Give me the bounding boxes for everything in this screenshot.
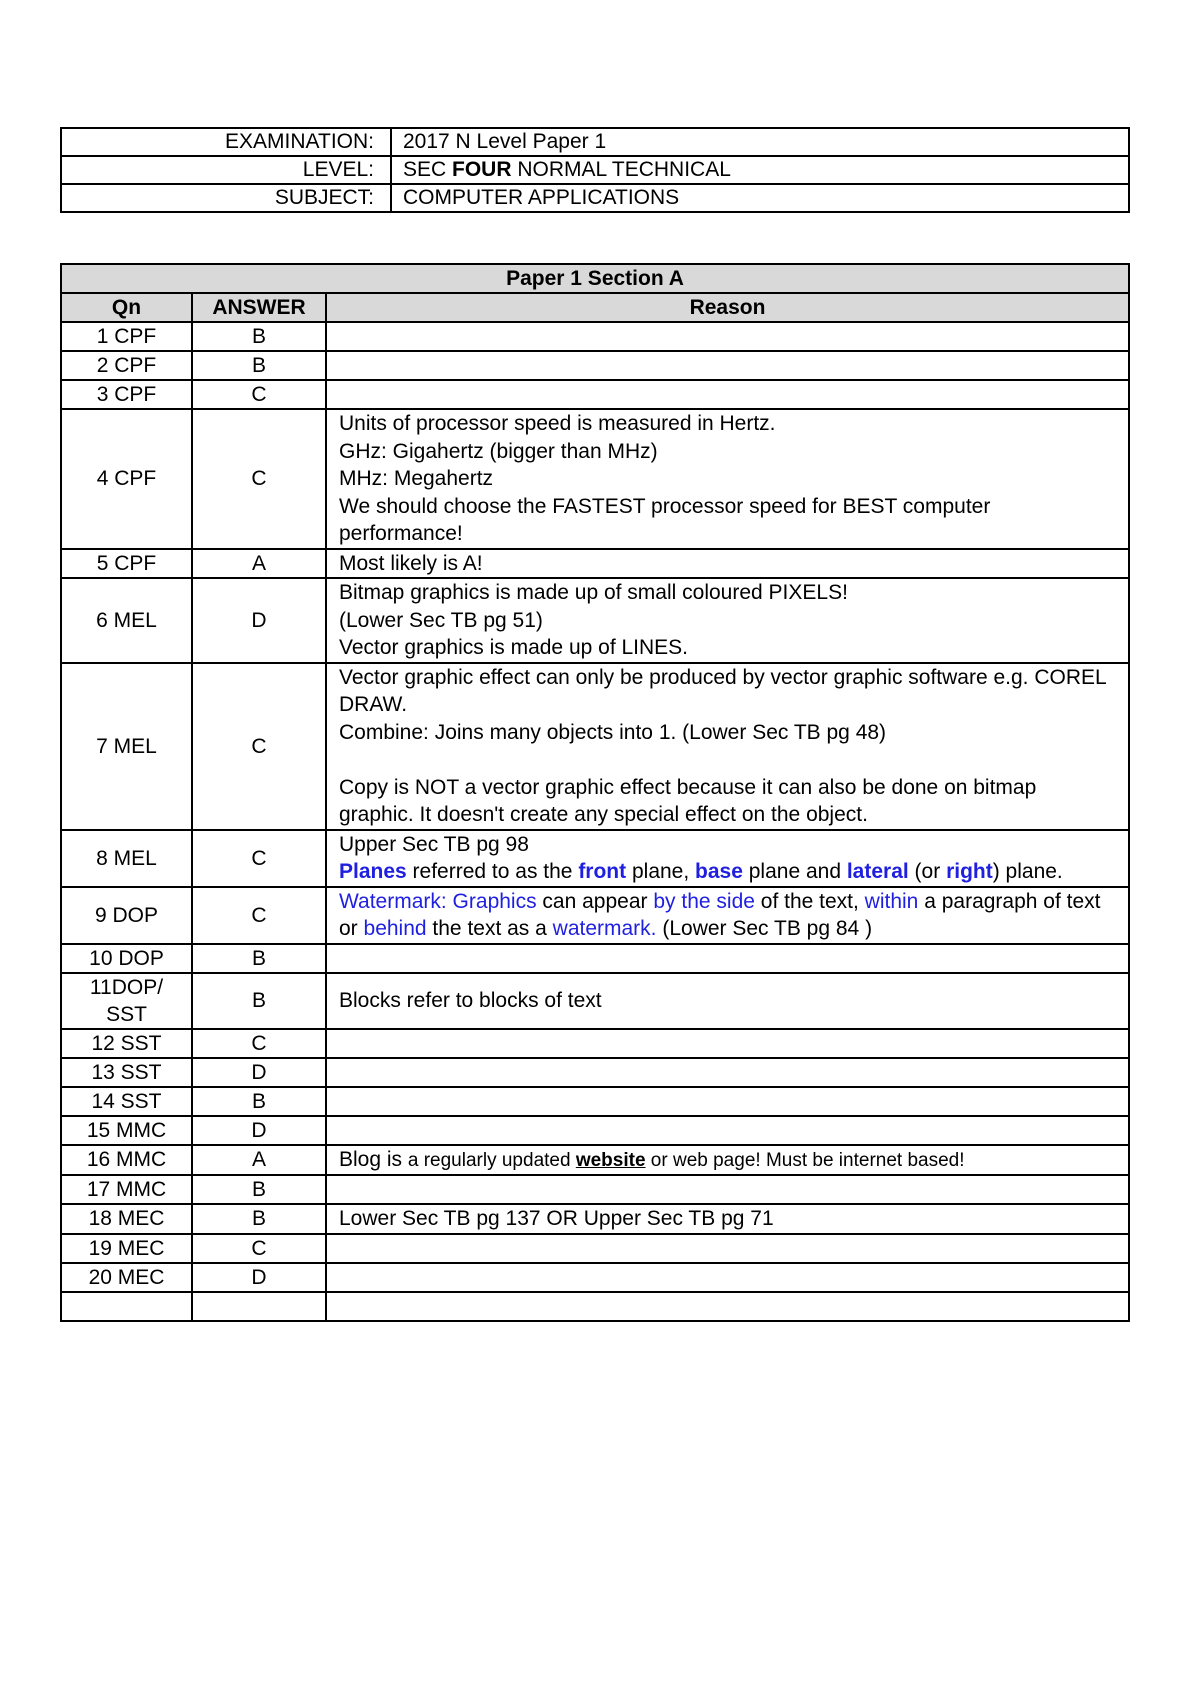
table-row [61, 1204, 1129, 1234]
answer-cell: B [192, 944, 326, 973]
reason-cell [326, 1087, 1129, 1116]
answer-cell: D [192, 1263, 326, 1292]
answer-cell: B [192, 1204, 326, 1234]
table-title-row [61, 264, 1129, 293]
answer-cell: B [192, 1175, 326, 1204]
table-row [61, 1263, 1129, 1292]
reason-cell: Blocks refer to blocks of text [326, 973, 1129, 1029]
reason-cell [326, 1263, 1129, 1292]
reason-cell: Lower Sec TB pg 137 OR Upper Sec TB pg 71 [326, 1204, 1129, 1234]
reason-line [339, 858, 1116, 886]
question-cell: 13 SST [61, 1058, 192, 1087]
exam-label: EXAMINATION: [61, 128, 391, 156]
col-qn-header: Qn [61, 293, 192, 322]
question-cell: 5 CPF [61, 549, 192, 579]
reason-cell: Most likely is A! [326, 549, 1129, 579]
reason-text: Blog is [339, 1147, 408, 1171]
exam-value: 2017 N Level Paper 1 [391, 128, 1129, 156]
answer-cell: C [192, 409, 326, 549]
answer-cell: C [192, 380, 326, 409]
table-row [61, 322, 1129, 351]
subject-label: SUBJECT: [61, 184, 391, 212]
reason-cell [326, 1116, 1129, 1145]
table-title: Paper 1 Section A [61, 264, 1129, 293]
reason-text: ) plane. [992, 860, 1063, 883]
reason-cell [326, 578, 1129, 663]
reason-cell [326, 1292, 1129, 1321]
reason-line: MHz: Megahertz [339, 467, 494, 490]
reason-text: the text as a [426, 917, 553, 940]
table-row [61, 409, 1129, 549]
question-cell: 10 DOP [61, 944, 192, 973]
reason-text: a regularly updated [407, 1149, 576, 1171]
reason-text: of the text, [754, 889, 865, 913]
answer-cell: A [192, 549, 326, 579]
question-cell: 11DOP/ SST [61, 973, 192, 1029]
table-row [61, 1234, 1129, 1263]
question-cell: 18 MEC [61, 1204, 192, 1234]
table-row [61, 380, 1129, 409]
question-cell: 20 MEC [61, 1263, 192, 1292]
reason-cell [326, 1175, 1129, 1204]
reason-text: (or [908, 860, 947, 883]
exam-row [61, 128, 1129, 156]
question-cell: 9 DOP [61, 887, 192, 944]
question-cell: 12 SST [61, 1029, 192, 1058]
reason-cell [326, 380, 1129, 409]
answer-cell [192, 1292, 326, 1321]
highlight-within: within [864, 889, 919, 913]
reason-cell [326, 887, 1129, 944]
reason-cell [326, 830, 1129, 887]
question-cell: 4 CPF [61, 409, 192, 549]
highlight-lateral: lateral [846, 860, 909, 883]
table-row [61, 1145, 1129, 1176]
table-row [61, 1058, 1129, 1087]
question-cell: 19 MEC [61, 1234, 192, 1263]
reason-cell [326, 944, 1129, 973]
highlight-planes: Planes [339, 860, 407, 883]
highlight-watermark-graphics: Watermark: Graphics [339, 889, 537, 913]
table-row [61, 663, 1129, 830]
answer-cell: C [192, 1029, 326, 1058]
reason-line: Vector graphics is made up of LINES. [339, 636, 689, 659]
reason-text: (Lower Sec TB pg 84 ) [656, 917, 873, 940]
table-row [61, 1087, 1129, 1116]
table-row [61, 549, 1129, 579]
level-pre: SEC [403, 158, 453, 181]
reason-text: or web page! Must be internet based! [645, 1149, 965, 1171]
table-row-empty [61, 1292, 1129, 1321]
reason-cell [326, 322, 1129, 351]
reason-line: Combine: Joins many objects into 1. (Lower Sec TB pg 48) [339, 720, 887, 744]
reason-line: GHz: Gigahertz (bigger than MHz) [339, 439, 658, 463]
question-cell: 17 MMC [61, 1175, 192, 1204]
answer-cell: A [192, 1145, 326, 1176]
reason-cell [326, 1058, 1129, 1087]
question-cell: 7 MEL [61, 663, 192, 830]
answer-cell: D [192, 578, 326, 663]
answer-cell: B [192, 351, 326, 380]
question-cell: 8 MEL [61, 830, 192, 887]
level-label: LEVEL: [61, 156, 391, 184]
question-cell: 6 MEL [61, 578, 192, 663]
reason-cell [326, 1234, 1129, 1263]
reason-spacer [339, 746, 1116, 774]
reason-line: Copy is NOT a vector graphic effect because it can also be done on bitmap graphic. It doesn't create any special effect on the object. [339, 775, 1037, 826]
reason-cell [326, 409, 1129, 549]
col-answer-header: ANSWER [192, 293, 326, 322]
reason-line: Units of processor speed is measured in Hertz. [339, 412, 776, 435]
question-cell: 2 CPF [61, 351, 192, 380]
highlight-website: website [575, 1149, 646, 1171]
highlight-base: base [695, 860, 743, 883]
table-header-row [61, 293, 1129, 322]
answer-cell: C [192, 663, 326, 830]
reason-line: Vector graphic effect can only be produced by vector graphic software e.g. COREL DRAW. [339, 665, 1106, 716]
table-row [61, 973, 1129, 1029]
question-cell: 1 CPF [61, 322, 192, 351]
reason-text: plane and [742, 860, 847, 883]
level-post: NORMAL TECHNICAL [511, 158, 731, 181]
level-row [61, 156, 1129, 184]
subject-row [61, 184, 1129, 212]
reason-cell [326, 1145, 1129, 1176]
answer-cell: B [192, 322, 326, 351]
reason-text: a paragraph of text or [339, 889, 1101, 940]
highlight-right: right [946, 860, 993, 883]
table-row [61, 944, 1129, 973]
level-value [391, 156, 1129, 184]
col-reason-header: Reason [326, 293, 1129, 322]
table-row [61, 351, 1129, 380]
level-bold: FOUR [452, 158, 512, 181]
exam-info-table [60, 127, 1130, 213]
answer-cell: B [192, 973, 326, 1029]
highlight-by-the-side: by the side [653, 889, 755, 913]
question-cell: 3 CPF [61, 380, 192, 409]
answer-cell: B [192, 1087, 326, 1116]
table-row [61, 1029, 1129, 1058]
reason-cell [326, 663, 1129, 830]
table-row [61, 1116, 1129, 1145]
answers-table [60, 263, 1130, 1322]
highlight-watermark: watermark. [552, 917, 657, 940]
reason-text: referred to as the [406, 860, 579, 883]
question-cell [61, 1292, 192, 1321]
answer-cell: C [192, 830, 326, 887]
highlight-front: front [578, 860, 627, 883]
question-cell: 16 MMC [61, 1145, 192, 1176]
answer-cell: C [192, 887, 326, 944]
table-row [61, 830, 1129, 887]
reason-line: We should choose the FASTEST processor speed for BEST computer performance! [339, 494, 991, 545]
subject-value: COMPUTER APPLICATIONS [391, 184, 1129, 212]
answer-cell: C [192, 1234, 326, 1263]
reason-text: can appear [536, 889, 654, 913]
reason-line: (Lower Sec TB pg 51) [339, 608, 543, 632]
highlight-behind: behind [363, 917, 427, 940]
reason-text: plane, [626, 860, 696, 883]
table-row [61, 887, 1129, 944]
question-cell: 15 MMC [61, 1116, 192, 1145]
reason-cell [326, 1029, 1129, 1058]
answer-cell: D [192, 1116, 326, 1145]
question-cell: 14 SST [61, 1087, 192, 1116]
reason-line: Upper Sec TB pg 98 [339, 832, 529, 856]
reason-line: Bitmap graphics is made up of small coloured PIXELS! [339, 581, 848, 604]
reason-cell [326, 351, 1129, 380]
table-row [61, 578, 1129, 663]
answer-cell: D [192, 1058, 326, 1087]
table-row [61, 1175, 1129, 1204]
